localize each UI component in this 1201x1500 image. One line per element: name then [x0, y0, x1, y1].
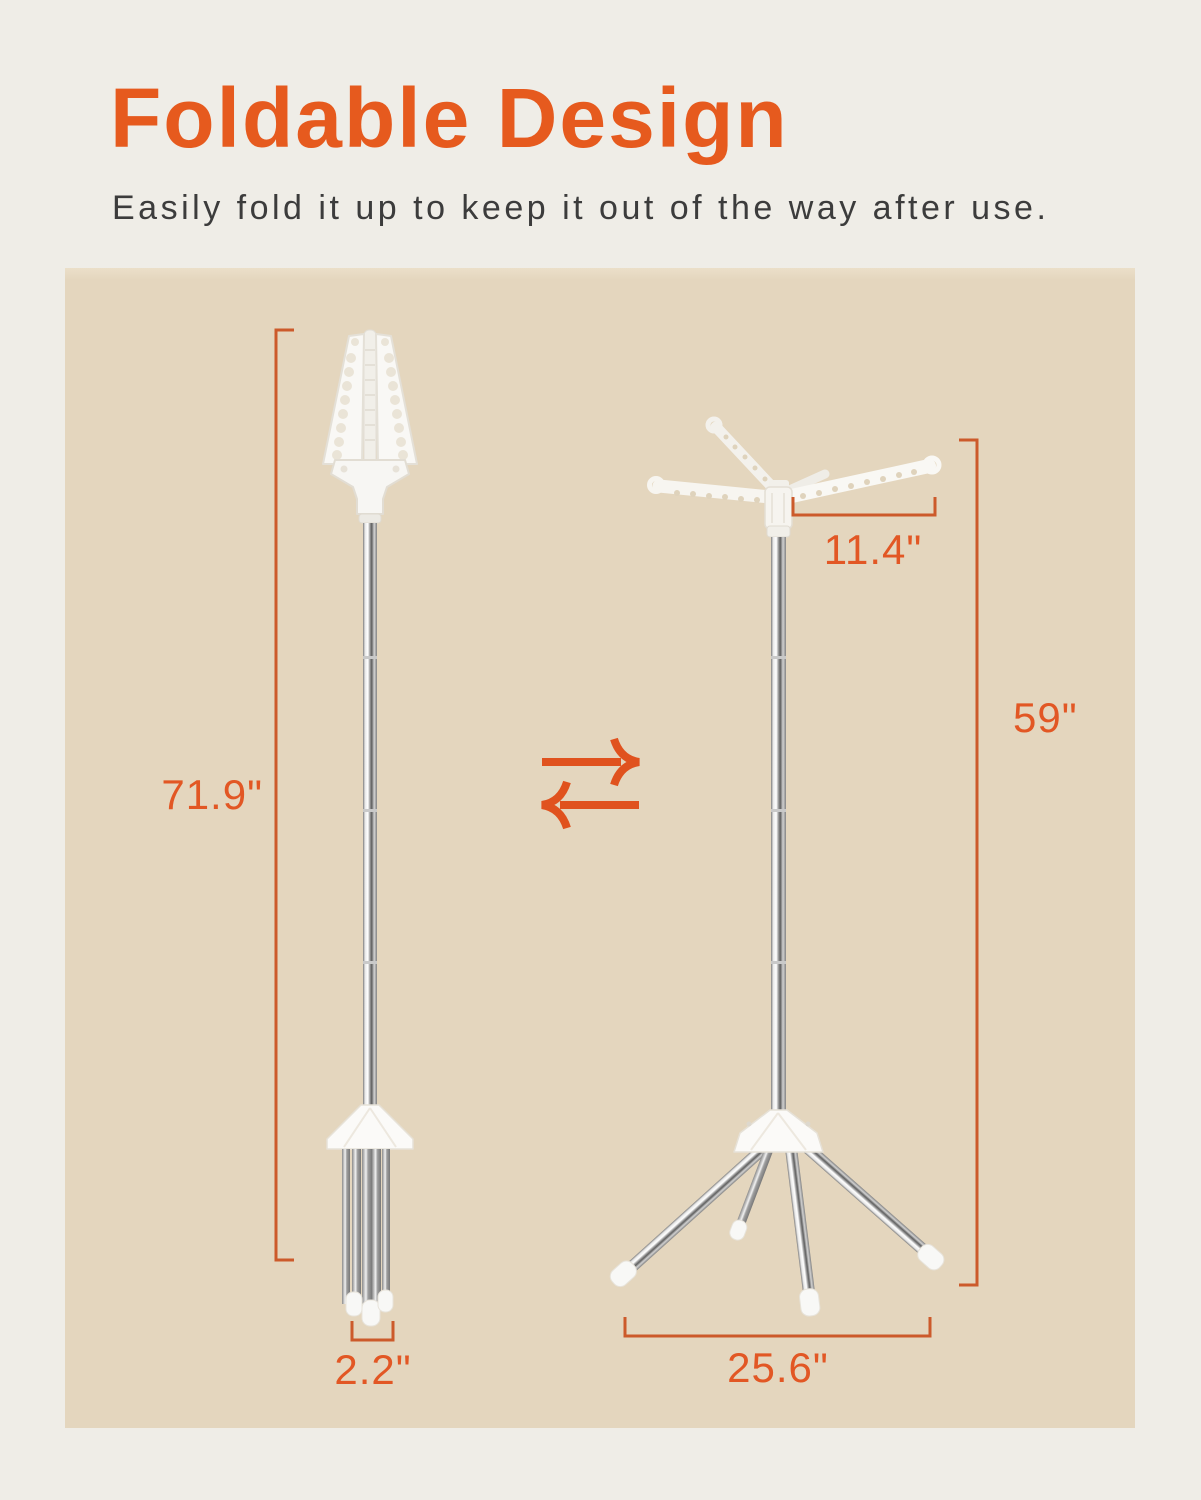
diagram-panel [65, 268, 1135, 1428]
folded-hub-left-pin [341, 466, 348, 473]
unfolded-top-hub [765, 487, 792, 529]
page-subtitle: Easily fold it up to keep it out of the way after use. [112, 189, 1050, 227]
unfolded-base-width-label: 25.6" [727, 1344, 829, 1391]
folded-base-width-label: 2.2" [334, 1346, 412, 1393]
folded-hub-right-pin [393, 466, 400, 473]
page-title: Foldable Design [110, 71, 789, 165]
unfolded-hub-screw-right [806, 1122, 811, 1127]
folded-height-dimension-line [276, 330, 294, 1260]
folded-pole-joint-3 [363, 961, 377, 964]
unfolded-collar [767, 526, 790, 537]
folded-leg-hub [327, 1105, 413, 1149]
unfolded-height-dimension-line [959, 440, 977, 1285]
folded-collar [359, 514, 381, 523]
folded-pole-joint-2 [363, 809, 377, 812]
arm-length-dimension-bracket [793, 497, 935, 515]
unfolded-leg-front-left [607, 1136, 775, 1290]
unfolded-leg-right [791, 1133, 947, 1274]
unfolded-pole-joint-3 [771, 961, 786, 964]
folded-pole [363, 523, 377, 1105]
folded-rack [323, 330, 417, 1326]
unfolded-leg-front-center [781, 1143, 821, 1317]
unfolded-hub-screw-left [747, 1122, 752, 1127]
unfolded-height-label: 59" [1013, 694, 1078, 741]
unfolded-leg-hub [734, 1110, 823, 1152]
folded-height-label: 71.9" [161, 771, 263, 818]
arm-length-label: 11.4" [823, 526, 923, 573]
unfolded-pole-joint-1 [771, 656, 786, 659]
swap-arrows-icon [542, 739, 639, 828]
unfolded-base-dimension-bracket [625, 1317, 930, 1336]
unfolded-pole [771, 537, 786, 1112]
diagram [65, 268, 1135, 1428]
unfolded-pole-joint-2 [771, 809, 786, 812]
folded-pole-joint-1 [363, 656, 377, 659]
